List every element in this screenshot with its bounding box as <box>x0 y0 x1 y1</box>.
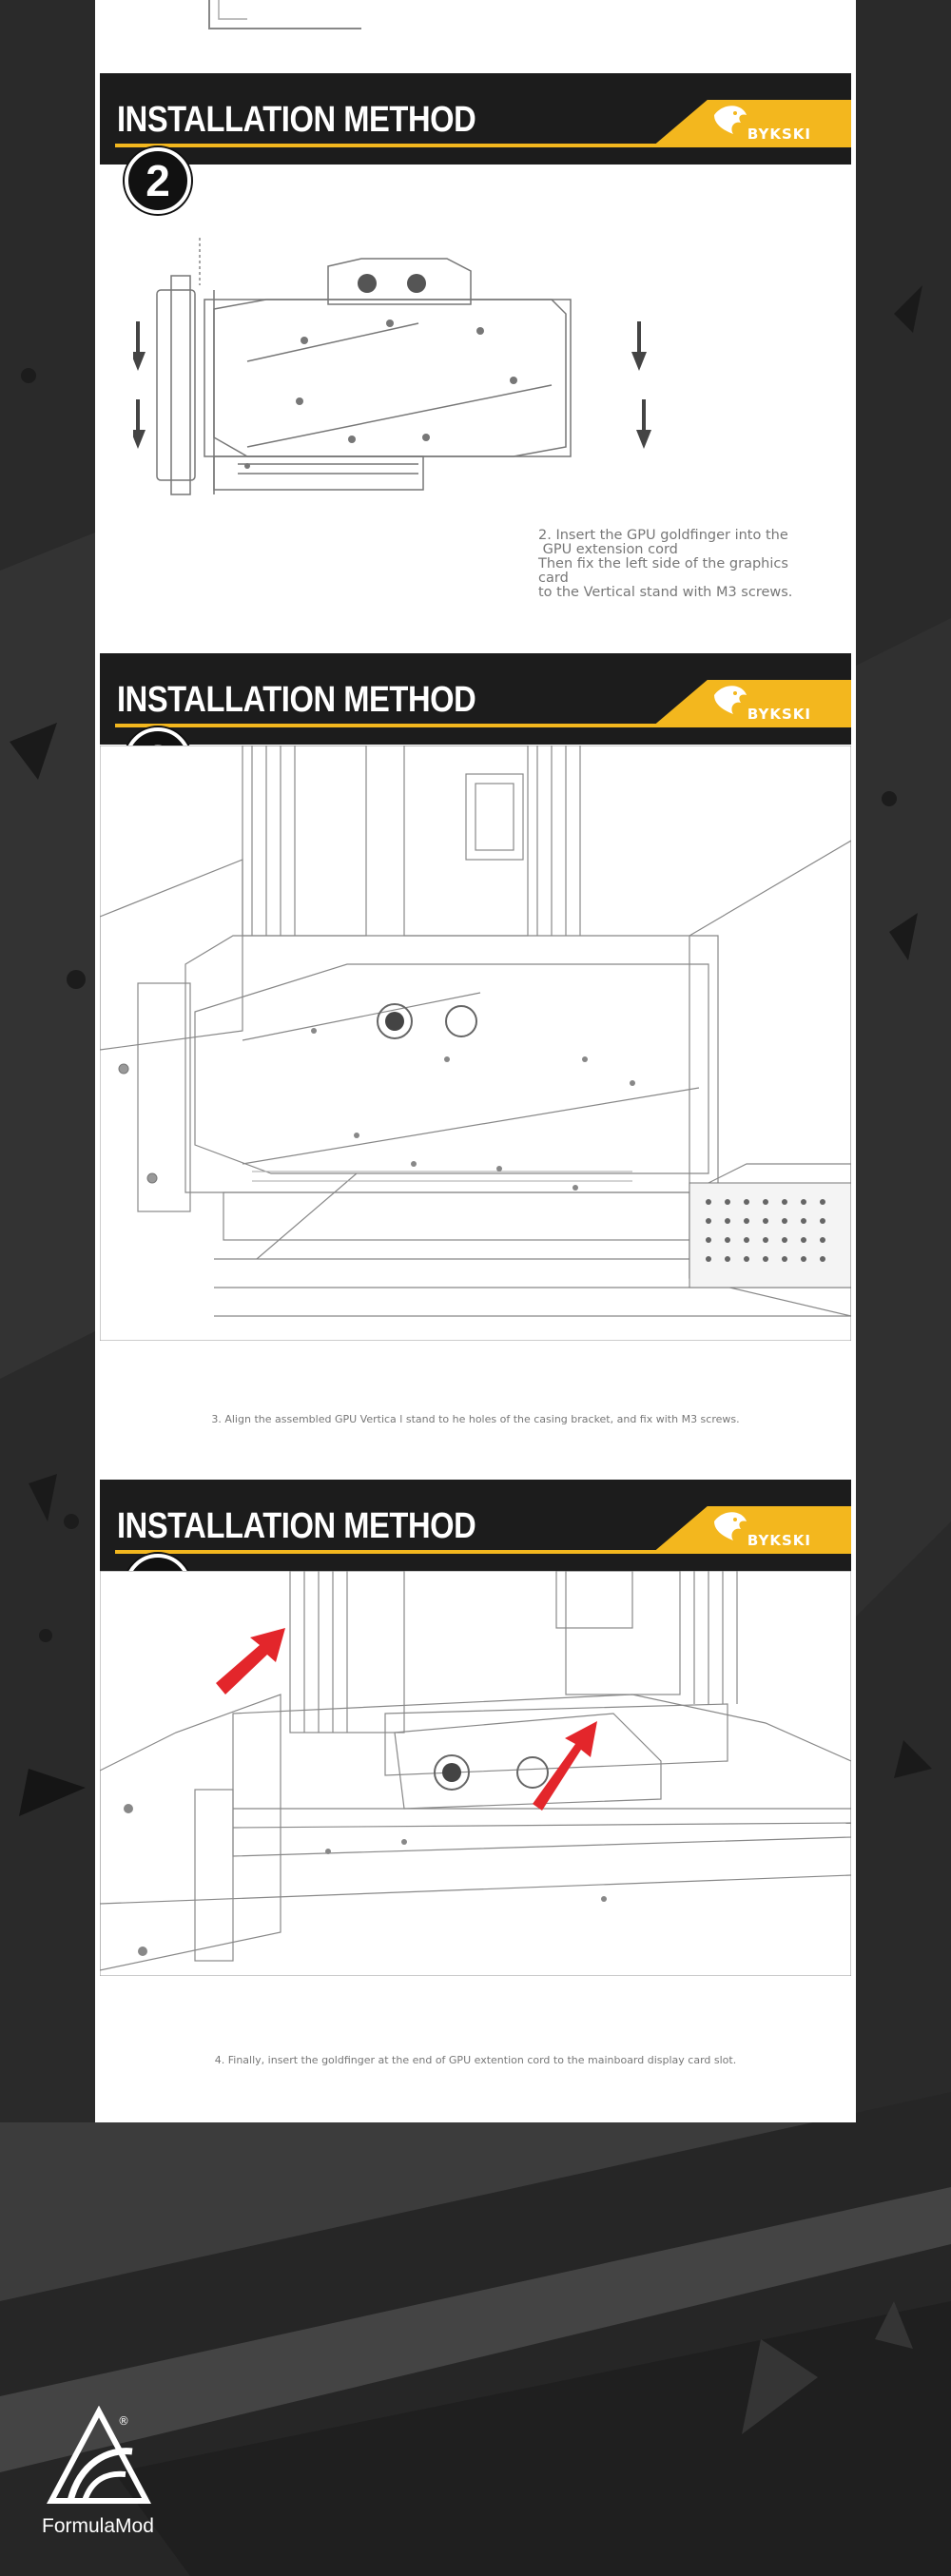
section-title: INSTALLATION METHOD <box>117 100 476 140</box>
section-header-step4 <box>100 1480 851 1571</box>
step2-instruction-text <box>538 529 824 600</box>
step2-line-5: to the Vertical stand with M3 screws. <box>538 585 793 600</box>
section-header-step2 <box>100 73 851 165</box>
bykski-dragon-logo <box>686 1501 828 1558</box>
footer-brand-name: FormulaMod <box>42 2515 154 2537</box>
step2-line-3: Then fix the left side of the graphics <box>538 556 788 571</box>
step1-partial-illustration <box>190 0 380 38</box>
step2-gpu-illustration <box>133 219 666 523</box>
bykski-dragon-logo <box>686 94 828 151</box>
brand-name: BYKSKI <box>747 126 811 143</box>
section-title: INSTALLATION METHOD <box>117 1506 476 1546</box>
step2-line-2: GPU extension cord <box>538 542 678 557</box>
registered-mark: ® <box>118 2414 129 2428</box>
step2-line-4: card <box>538 571 569 586</box>
brand-name: BYKSKI <box>747 706 811 723</box>
step3-case-illustration <box>100 746 851 1341</box>
step3-caption: 3. Align the assembled GPU Vertica l stand to he holes of the casing bracket, and fix with M3 screws. <box>211 1413 740 1425</box>
brand-name: BYKSKI <box>747 1532 811 1549</box>
section-title: INSTALLATION METHOD <box>117 680 476 720</box>
step4-caption: 4. Finally, insert the goldfinger at the end of GPU extention cord to the mainboard display card slot. <box>214 2054 737 2066</box>
formulamod-logo <box>42 2406 156 2529</box>
step2-line-1: 2. Insert the GPU goldfinger into the <box>538 528 788 543</box>
step4-install-illustration <box>100 1571 851 1976</box>
section-header-step3 <box>100 653 851 745</box>
bykski-dragon-logo <box>686 674 828 731</box>
step-number-badge: 2 <box>125 147 191 214</box>
